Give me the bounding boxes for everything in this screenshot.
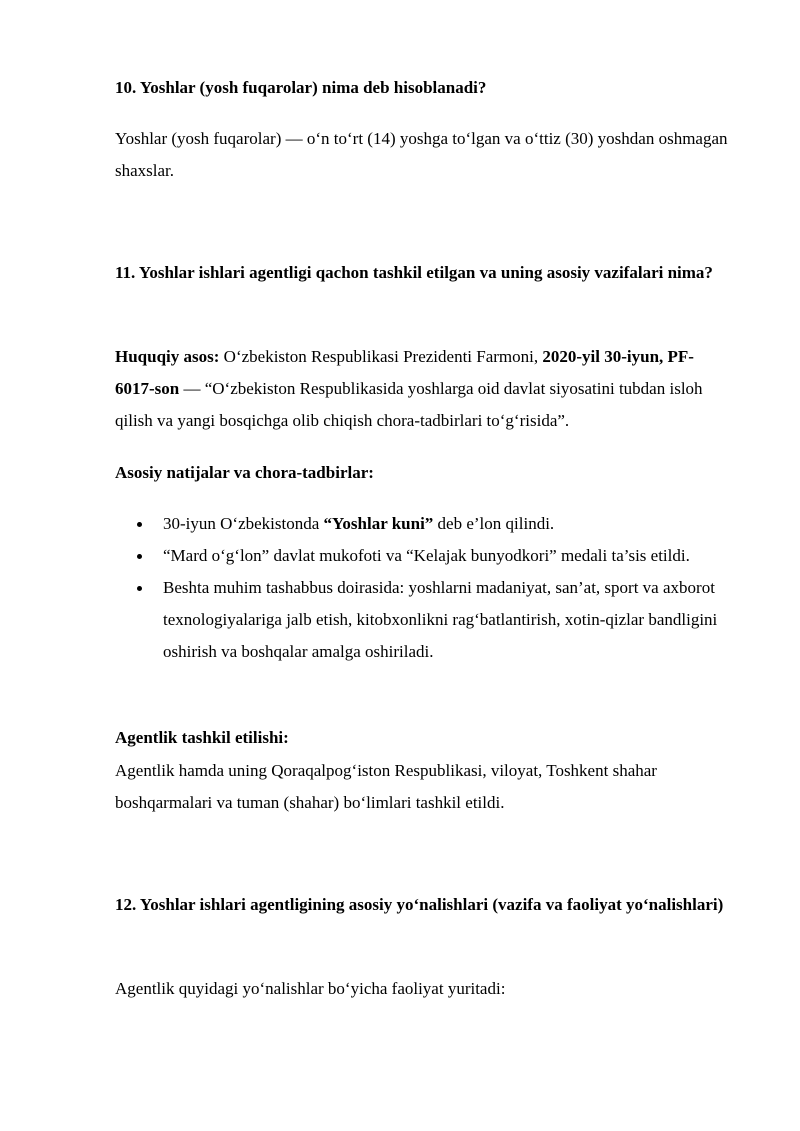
- q12-intro: Agentlik quyidagi yo‘nalishlar bo‘yicha faoliyat yuritadi:: [115, 979, 506, 998]
- q11-heading: 11. Yoshlar ishlari agentligi qachon tashkil etilgan va uning asosiy vazifalari nima?: [115, 263, 713, 282]
- list-item: 30-iyun O‘zbekistonda “Yoshlar kuni” deb e’lon qilindi.: [115, 508, 730, 540]
- list-item: Beshta muhim tashabbus doirasida: yoshlarni madaniyat, san’at, sport va axborot texnologiyalariga jalb etish, kitobxonlikni rag‘batlantirish, xotin-qizlar bandligini oshirish va boshqalar amalga oshiriladi.: [115, 572, 730, 668]
- bullet-icon: [137, 586, 142, 591]
- legal-basis-text2: — “O‘zbekiston Respublikasida yoshlarga oid davlat siyosatini tubdan isloh qilish va yangi bosqichga olib chiqish chora-tadbirlari to‘g‘risida”.: [115, 379, 703, 430]
- q10-answer: Yoshlar (yosh fuqarolar) — o‘n to‘rt (14) yoshga to‘lgan va o‘ttiz (30) yoshdan oshmagan shaxslar.: [115, 129, 728, 180]
- agency-text: Agentlik hamda uning Qoraqalpog‘iston Respublikasi, viloyat, Toshkent shahar boshqarmalari va tuman (shahar) bo‘limlari tashkil etildi.: [115, 761, 657, 812]
- q11-legal-basis: [115, 341, 730, 437]
- list-item: “Mard o‘g‘lon” davlat mukofoti va “Kelajak bunyodkori” medali ta’sis etildi.: [115, 540, 730, 572]
- legal-basis-label: Huquqiy asos:: [115, 347, 220, 366]
- agency-heading: Agentlik tashkil etilishi:: [115, 728, 289, 747]
- q10-heading: 10. Yoshlar (yosh fuqarolar) nima deb hisoblanadi?: [115, 78, 487, 97]
- bullet-icon: [137, 522, 142, 527]
- legal-basis-text1: O‘zbekiston Respublikasi Prezidenti Farmoni,: [219, 347, 543, 366]
- q12-heading: 12. Yoshlar ishlari agentligining asosiy yo‘nalishlari (vazifa va faoliyat yo‘nalishlari): [115, 895, 724, 914]
- bullet-icon: [137, 554, 142, 559]
- legal-basis-decree: 2020-yil 30-iyun, PF-6017-son: [115, 347, 694, 398]
- results-list: [115, 508, 730, 668]
- results-heading: Asosiy natijalar va chora-tadbirlar:: [115, 463, 374, 482]
